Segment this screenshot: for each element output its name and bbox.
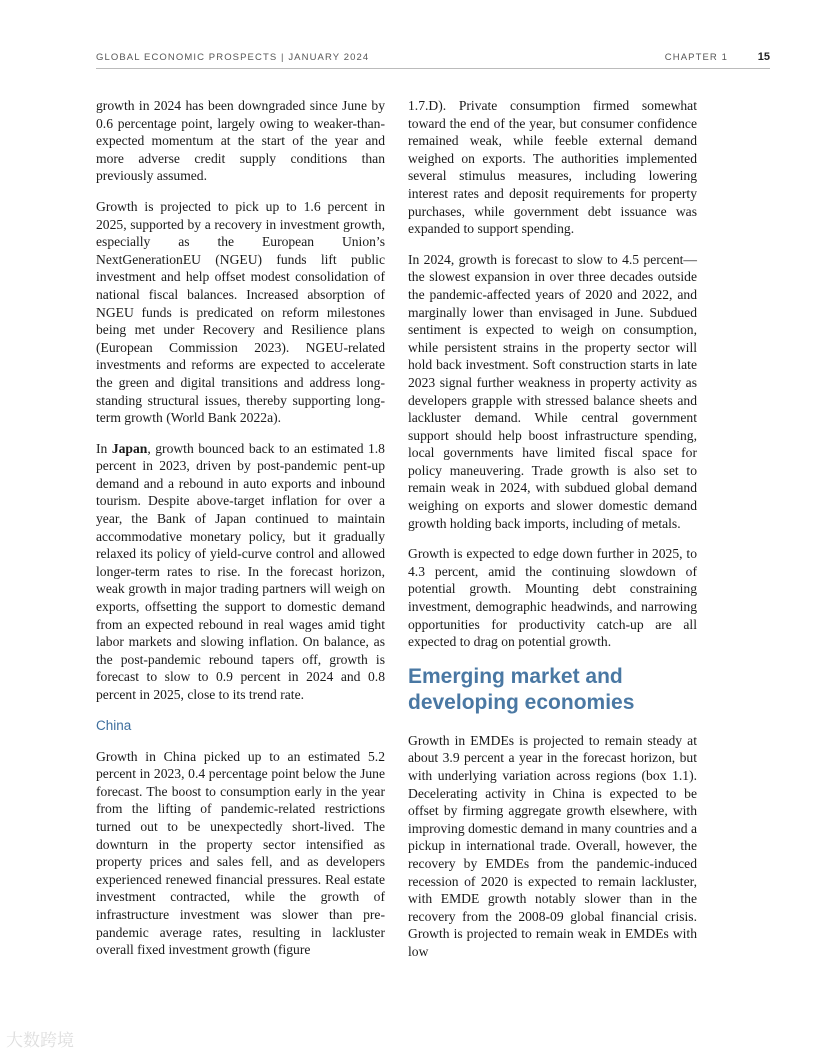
publication-title: GLOBAL ECONOMIC PROSPECTS | JANUARY 2024 xyxy=(96,52,370,63)
paragraph: Growth in EMDEs is projected to remain steady at about 3.9 percent a year in the forecast horizon, but with underlying variation across regions (box 1.1). Decelerating activity in China is expected to be offset by firming aggregate growth elsewhere, with improving domestic demand in many countries and a pickup in international trade. Overall, however, the recovery by EMDEs from the pandemic-induced recession of 2020 is expected to remain lackluster, with EMDE growth notably slower than in the recovery from the 2008-09 global financial crisis. Growth is projected to remain weak in EMDEs with low xyxy=(408,732,697,959)
page-number: 15 xyxy=(757,51,770,63)
header-divider xyxy=(96,68,770,69)
right-column xyxy=(408,97,697,974)
paragraph: growth in 2024 has been downgraded since June by 0.6 percentage point, largely owing to weaker-than-expected momentum at the start of the year and more adverse credit supply conditions than previously assumed. xyxy=(96,98,385,184)
paragraph: Growth in China picked up to an estimated 5.2 percent in 2023, 0.4 percentage point below the June forecast. The boost to consumption early in the year from the lifting of pandemic-related restrictions turned out to be unexpectedly short-lived. The downturn in the property sector intensified as property prices and sales fell, and as developers experienced renewed financial pressures. Real estate investment contracted, while the growth of infrastructure investment was slower than pre-pandemic average rates, resulting in lackluster overall fixed investment growth (figure xyxy=(96,748,385,958)
section-heading: Emerging market and developing economies xyxy=(408,664,635,714)
watermark-logo: 大数跨境 xyxy=(6,1031,74,1051)
text: , growth bounced back to an estimated 1.8 percent in 2023, driven by post-pandemic pent-up demand and a rebound in auto exports and inbound tourism. Despite above-target inflation for over a year, the Bank of Japan continued to maintain accommodative monetary policy, but it gradually relaxed its policy of yield-curve control and allowed longer-term rates to rise. In the forecast horizon, weak growth in major trading partners will weigh on exports, offsetting the support to domestic demand from an expected rebound in real wages amid tight labor markets and slowing inflation. On balance, as the post-pandemic rebound tapers off, growth is forecast to slow to 0.9 percent in 2024 and 0.8 percent in 2025, close to its trend rate. xyxy=(96,440,385,702)
paragraph: In 2024, growth is forecast to slow to 4.5 percent—the slowest expansion in over three decades outside the pandemic-affected years of 2020 and 2022, and marginally lower than envisaged in June. Subdued sentiment is expected to weigh on consumption, while persistent strains in the property sector will hold back investment. Soft construction starts in late 2023 signal further weakness in property activity as developers grapple with stressed balance sheets and lackluster demand. While central government support should help boost infrastructure spending, local governments have limited fiscal space for policy maneuvering. Trade growth is also set to remain weak in 2024, with subdued global demand weighing on exports and slower domestic demand growth holding back imports, including of metals. xyxy=(408,251,697,531)
running-header xyxy=(96,52,770,68)
paragraph-japan xyxy=(96,440,385,704)
subheading-china: China xyxy=(96,717,132,733)
left-column xyxy=(96,97,385,972)
paragraph: 1.7.D). Private consumption firmed somewhat toward the end of the year, but consumer confidence remained weak, while feeble external demand weighed on exports. The authorities implemented several stimulus measures, including lowering interest rates and deposit requirements for property purchases, while government debt issuance was expanded to support spending. xyxy=(408,98,697,237)
paragraph: Growth is projected to pick up to 1.6 percent in 2025, supported by a recovery in investment growth, especially as the European Union’s NextGenerationEU (NGEU) funds lift public investment and help offset modest consolidation of national fiscal balances. Increased absorption of NGEU funds is predicated on reform milestones being met under Recovery and Resilience plans (European Commission 2023). NGEU-related investments and reforms are expected to accelerate the green and digital transitions and address long-standing structural issues, thereby supporting long-term growth (World Bank 2022a). xyxy=(96,198,385,426)
chapter-label: CHAPTER 1 xyxy=(664,52,728,63)
country-name-bold: Japan xyxy=(111,440,148,456)
text: In xyxy=(96,440,112,456)
paragraph: Growth is expected to edge down further in 2025, to 4.3 percent, amid the continuing slowdown of potential growth. Mounting debt constraining investment, demographic headwinds, and narrowing opportunities for productivity catch-up are all expected to drag on potential growth. xyxy=(408,546,697,650)
